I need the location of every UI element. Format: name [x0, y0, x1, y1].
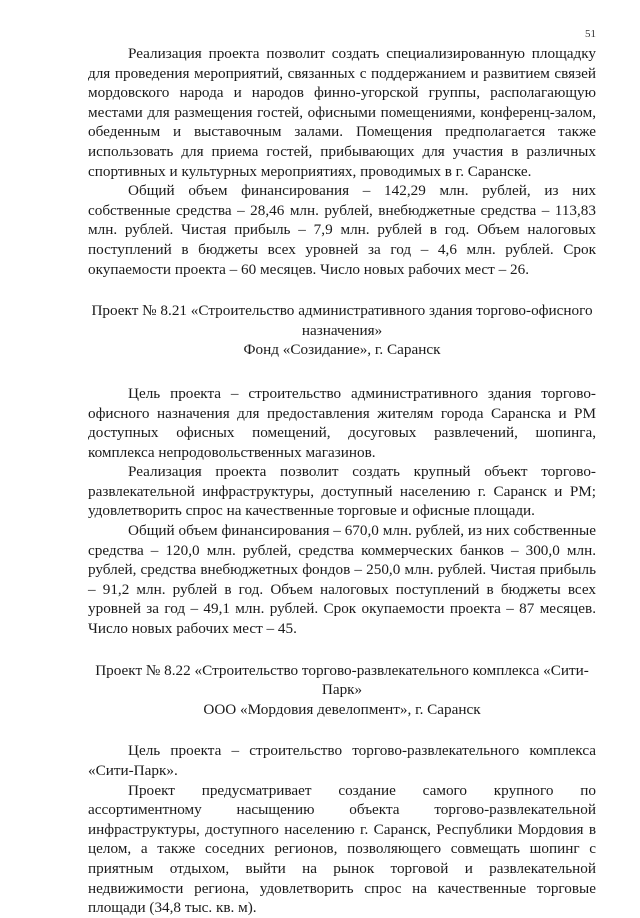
paragraph: Цель проекта – строительство административного здания торгово-офисного назначения для предоставления жителям города Саранска и РМ доступных офисных помещений, досуговых развлечений, шопинга, комплекса непродовольственных магазинов. — [88, 384, 596, 461]
paragraph: Реализация проекта позволит создать крупный объект торгово-развлекательной инфраструктуры, доступный населению г. Саранск и РМ; удовлетворить спрос на качественные торговые и офисные площади. — [88, 463, 596, 520]
paragraph: Реализация проекта позволит создать специализированную площадку для проведения мероприятий, связанных с поддержанием и развитием связей мордовского народа и народов финно-угорской группы, располагающую местами для размещения гостей, офисными помещениями, конференц-залом, обеденным и выставочным залами. Помещения предполагается также использовать для приема гостей, прибывающих для участия в различных спортивных и культурных мероприятиях, проводимых в г. Саранске. — [88, 45, 596, 180]
paragraph: Общий объем финансирования – 142,29 млн. рублей, из них собственные средства – 28,46 млн. рублей, внебюджетные средства – 113,83 млн. рублей. Чистая прибыль – 7,9 млн. рублей в год. Объем налоговых поступлений в бюджеты всех уровней за год – 4,6 млн. рублей. Срок окупаемости проекта – 60 месяцев. Число новых рабочих мест – 26. — [88, 182, 596, 278]
page-content — [88, 44, 596, 918]
page-number: 51 — [585, 28, 596, 40]
paragraph: Цель проекта – строительство торгово-развлекательного комплекса «Сити-Парк». — [88, 742, 596, 779]
project-title: Проект № 8.21 «Строительство административного здания торгово-офисного назначения» — [91, 302, 593, 339]
paragraph: Проект предусматривает создание самого крупного по ассортиментному насыщению объекта торгово-развлекательной инфраструктуры, доступного населению г. Саранск, Республики Мордовия в целом, а также соседних регионов, позволяющего совмещать шопинг с приятным отдыхом, выйти на рынок торговой и развлекательной недвижимости региона, удовлетворить спрос на качественные торговые площади (34,8 тыс. кв. м). — [88, 781, 596, 917]
project-title: Проект № 8.22 «Строительство торгово-развлекательного комплекса «Сити-Парк» — [95, 661, 589, 699]
project-organization: Фонд «Созидание», г. Саранск — [243, 341, 441, 359]
paragraph: Общий объем финансирования – 670,0 млн. рублей, из них собственные средства – 120,0 млн. рублей, средства коммерческих банков – 300,0 млн. рублей, средства внебюджетных фондов – 250,0 млн. рублей. Чистая прибыль – 91,2 млн. рублей в год. Объем налоговых поступлений в бюджеты всех уровней за год – 49,1 млн. рублей. Срок окупаемости проекта – 87 месяцев. Число новых рабочих мест – 45. — [88, 522, 596, 638]
project-organization: ООО «Мордовия девелопмент», г. Саранск — [203, 700, 481, 718]
